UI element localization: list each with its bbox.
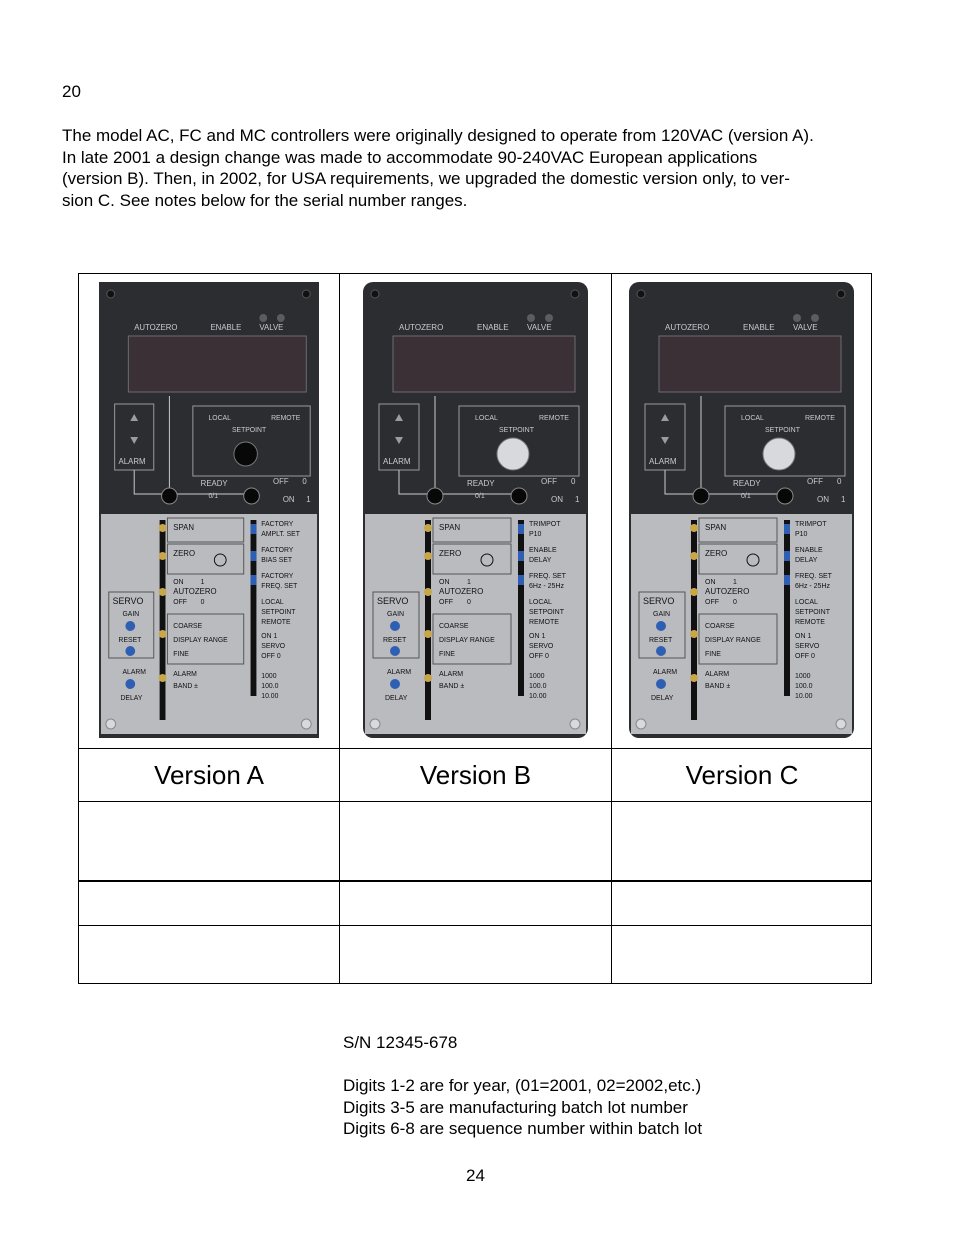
row-divider — [79, 925, 871, 926]
right-column-label: ENABLE — [529, 547, 557, 554]
ready-switch — [162, 488, 178, 504]
right-column-label: BIAS SET — [261, 556, 293, 565]
alarm-label: ALARM — [649, 457, 677, 466]
local-label: LOCAL — [741, 415, 764, 422]
right-column-label: 10.00 — [261, 692, 279, 701]
trimpot — [424, 524, 432, 532]
trimpot — [159, 630, 167, 638]
gain-knob — [656, 621, 666, 631]
intro-line: (version B). Then, in 2002, for USA requirements, we upgraded the domestic version only, to ver- — [62, 169, 790, 188]
right-column-label: TRIMPOT — [795, 521, 827, 528]
right-column-label: OFF 0 — [529, 653, 549, 660]
right-column-label: 100.0 — [529, 683, 547, 690]
right-column-label: SERVO — [529, 643, 554, 650]
trimpot — [159, 674, 167, 682]
trimpot — [424, 552, 432, 560]
on-label: ON — [817, 495, 829, 504]
screw — [836, 719, 846, 729]
right-column-label: DELAY — [795, 557, 818, 564]
switch-strip — [425, 520, 431, 720]
off-label: OFF — [273, 476, 289, 487]
intro-line: In late 2001 a design change was made to accommodate 90-240VAC European applications — [62, 147, 758, 167]
dip-switch — [251, 551, 257, 561]
screw — [570, 719, 580, 729]
coarse-label: COARSE — [439, 623, 469, 630]
right-column-label: FREQ. SET — [795, 573, 832, 580]
right-column-label: 1000 — [795, 673, 811, 680]
right-column-label: 100.0 — [795, 683, 813, 690]
dip-switch — [518, 551, 524, 561]
enable-label: ENABLE — [743, 323, 775, 332]
alarm-delay-label: ALARM — [122, 668, 146, 677]
screw — [371, 290, 379, 298]
intro-line: sion C. See notes below for the serial number ranges. — [62, 190, 468, 210]
autozero-zero: 0 — [467, 599, 471, 606]
fine-label: FINE — [439, 651, 455, 658]
band-label: BAND ± — [705, 683, 731, 690]
trimpot — [690, 674, 698, 682]
right-column-label: TRIMPOT — [529, 521, 561, 528]
span-label: SPAN — [173, 522, 195, 533]
coarse-label: COARSE — [705, 623, 735, 630]
dip-switch — [251, 575, 257, 585]
screw — [571, 290, 579, 298]
autozero-zero: 0 — [733, 599, 737, 606]
setpoint-knob — [497, 438, 529, 470]
screw — [107, 290, 115, 298]
trimpot — [690, 524, 698, 532]
off-value: 0 — [302, 476, 307, 487]
local-label: LOCAL — [475, 415, 498, 422]
column-divider — [611, 274, 612, 983]
gain-knob — [125, 621, 135, 631]
servo-label: SERVO — [643, 596, 675, 606]
display-range-label: DISPLAY RANGE — [705, 637, 761, 644]
zero-label: ZERO — [439, 549, 462, 558]
right-column-label: FREQ. SET — [529, 573, 566, 580]
delay-label: DELAY — [651, 695, 674, 702]
autozero-switch-label: AUTOZERO — [173, 586, 217, 597]
trimpot — [424, 674, 432, 682]
autozero-on: ON — [439, 579, 450, 586]
autozero-one: 1 — [733, 579, 737, 586]
autozero-label: AUTOZERO — [399, 323, 444, 332]
alarm-band-label: ALARM — [439, 671, 464, 678]
coarse-label: COARSE — [173, 622, 203, 631]
right-column-label: P10 — [529, 531, 542, 538]
screw — [302, 290, 310, 298]
band-label: BAND ± — [173, 682, 198, 691]
alarm-band-label: ALARM — [173, 670, 197, 679]
enable-label: ENABLE — [477, 323, 509, 332]
autozero-one: 1 — [200, 578, 205, 587]
display-range-label: DISPLAY RANGE — [439, 637, 495, 644]
controller-panel-illustration — [363, 274, 588, 748]
trimpot — [159, 588, 167, 596]
trimpot — [690, 552, 698, 560]
reset-knob — [125, 646, 135, 656]
reset-label: RESET — [649, 637, 673, 644]
version-c-label: Version C — [685, 759, 799, 790]
dip-switch — [784, 551, 790, 561]
enable-label: ENABLE — [210, 322, 242, 333]
serial-number-notes — [343, 1032, 702, 1140]
setpoint-knob — [763, 438, 795, 470]
on-value: 1 — [575, 495, 580, 504]
serial-example: S/N 12345-678 — [343, 1033, 458, 1052]
right-column-label: ON 1 — [795, 633, 812, 640]
switch-strip — [251, 520, 257, 696]
right-column-label: OFF 0 — [795, 653, 815, 660]
servo-label: SERVO — [112, 595, 144, 607]
band-label: BAND ± — [439, 683, 465, 690]
right-column-label: DELAY — [529, 557, 552, 564]
right-column-label: ON 1 — [529, 633, 546, 640]
right-column-label: 10.00 — [795, 693, 813, 700]
setpoint-label: SETPOINT — [231, 426, 267, 435]
delay-knob — [125, 679, 135, 689]
trimpot — [690, 588, 698, 596]
on-value: 1 — [841, 495, 846, 504]
intro-paragraph — [62, 125, 902, 211]
switch-strip — [518, 520, 524, 696]
setpoint-label: SETPOINT — [765, 427, 801, 434]
zero-one-label: 0/1 — [741, 493, 751, 500]
autozero-off: OFF — [705, 599, 719, 606]
page-number-top: 20 — [62, 82, 81, 101]
power-switch — [244, 488, 260, 504]
indicator-led — [793, 314, 801, 322]
setpoint-label: SETPOINT — [499, 427, 535, 434]
autozero-one: 1 — [467, 579, 471, 586]
power-switch — [511, 488, 527, 504]
right-column-label: LOCAL — [261, 598, 284, 607]
autozero-zero: 0 — [200, 598, 205, 607]
ready-label: READY — [200, 478, 228, 489]
version-a-label: Version A — [154, 759, 264, 790]
indicator-led — [277, 314, 285, 322]
dip-switch — [251, 524, 257, 534]
on-label: ON — [551, 495, 563, 504]
autozero-on: ON — [705, 579, 716, 586]
row-divider — [79, 801, 871, 802]
reset-knob — [656, 646, 666, 656]
ready-switch — [693, 488, 709, 504]
ready-switch — [427, 488, 443, 504]
autozero-label: AUTOZERO — [665, 323, 710, 332]
right-column-label: SERVO — [795, 643, 820, 650]
right-column-label: 100.0 — [261, 682, 279, 691]
trimpot — [424, 630, 432, 638]
local-label: LOCAL — [208, 414, 231, 423]
right-column-label: ENABLE — [795, 547, 823, 554]
display-range-label: DISPLAY RANGE — [173, 636, 228, 645]
valve-label: VALVE — [259, 322, 284, 333]
remote-label: REMOTE — [271, 414, 301, 423]
zero-one-label: 0/1 — [475, 493, 485, 500]
gain-knob — [390, 621, 400, 631]
autozero-off: OFF — [439, 599, 453, 606]
on-value: 1 — [306, 494, 311, 505]
valve-label: VALVE — [527, 323, 552, 332]
remote-label: REMOTE — [805, 415, 835, 422]
right-column-label: 1000 — [261, 672, 277, 681]
fine-label: FINE — [705, 651, 721, 658]
right-column-label: REMOTE — [529, 619, 559, 626]
gain-label: GAIN — [387, 611, 405, 618]
delay-knob — [656, 679, 666, 689]
on-label: ON — [282, 494, 295, 505]
panel-cell-c — [629, 274, 854, 748]
right-column-label: FREQ. SET — [261, 582, 298, 591]
row-divider — [79, 880, 871, 882]
serial-note: Digits 6-8 are sequence number within batch lot — [343, 1119, 703, 1138]
switch-strip — [691, 520, 697, 720]
autozero-switch-label: AUTOZERO — [439, 587, 484, 596]
display-window — [659, 336, 841, 392]
right-column-label: LOCAL — [795, 599, 818, 606]
right-column-label: LOCAL — [529, 599, 552, 606]
right-column-label: 6Hz - 25Hz — [795, 583, 831, 590]
off-value: 0 — [837, 477, 842, 486]
alarm-delay-label: ALARM — [653, 669, 678, 676]
right-column-label: FACTORY — [261, 572, 294, 581]
delay-label: DELAY — [385, 695, 408, 702]
switch-strip — [160, 520, 166, 720]
gain-label: GAIN — [122, 610, 140, 619]
autozero-off: OFF — [173, 598, 187, 607]
zero-one-label: 0/1 — [208, 492, 219, 501]
gain-label: GAIN — [653, 611, 671, 618]
right-column-label: ON 1 — [261, 632, 278, 641]
off-value: 0 — [571, 477, 576, 486]
trimpot — [159, 524, 167, 532]
alarm-label: ALARM — [383, 457, 411, 466]
valve-label: VALVE — [793, 323, 818, 332]
serial-note: Digits 3-5 are manufacturing batch lot number — [343, 1097, 688, 1117]
trimpot — [159, 552, 167, 560]
dip-switch — [784, 524, 790, 534]
screw — [301, 719, 311, 729]
trimpot — [690, 630, 698, 638]
fine-label: FINE — [173, 650, 189, 659]
delay-knob — [390, 679, 400, 689]
reset-knob — [390, 646, 400, 656]
panel-cell-a — [99, 274, 319, 748]
reset-label: RESET — [383, 637, 407, 644]
setpoint-knob-hole — [234, 442, 257, 466]
right-column-label: AMPLT. SET — [261, 530, 300, 539]
display-window — [128, 336, 306, 392]
remote-label: REMOTE — [539, 415, 569, 422]
zero-label: ZERO — [173, 548, 196, 559]
dip-switch — [784, 575, 790, 585]
screw — [106, 719, 116, 729]
indicator-led — [259, 314, 267, 322]
controller-panel-illustration — [629, 274, 854, 748]
screw — [837, 290, 845, 298]
reset-label: RESET — [118, 636, 142, 645]
versions-table — [78, 273, 872, 984]
servo-label: SERVO — [377, 596, 409, 606]
span-label: SPAN — [439, 523, 461, 532]
right-column-label: 6Hz - 25Hz — [529, 583, 565, 590]
right-column-label: SETPOINT — [261, 608, 296, 617]
autozero-label: AUTOZERO — [134, 322, 178, 333]
switch-strip — [784, 520, 790, 696]
indicator-led — [545, 314, 553, 322]
panel-cell-b — [363, 274, 588, 748]
right-column-label: 10.00 — [529, 693, 547, 700]
delay-label: DELAY — [120, 694, 143, 703]
right-column-label: OFF 0 — [261, 652, 281, 661]
intro-line: The model AC, FC and MC controllers were originally designed to operate from 120VAC (version A). — [62, 126, 814, 145]
power-switch — [777, 488, 793, 504]
right-column-label: FACTORY — [261, 520, 294, 529]
dip-switch — [518, 575, 524, 585]
right-column-label: REMOTE — [261, 618, 291, 627]
indicator-led — [811, 314, 819, 322]
screw — [636, 719, 646, 729]
controller-panel-illustration — [99, 274, 319, 748]
trimpot — [424, 588, 432, 596]
alarm-band-label: ALARM — [705, 671, 730, 678]
ready-label: READY — [733, 479, 761, 488]
serial-note: Digits 1-2 are for year, (01=2001, 02=2002,etc.) — [343, 1076, 702, 1095]
right-column-label: 1000 — [529, 673, 545, 680]
screw — [370, 719, 380, 729]
column-divider — [339, 274, 340, 983]
alarm-label: ALARM — [118, 456, 146, 467]
indicator-led — [527, 314, 535, 322]
autozero-switch-label: AUTOZERO — [705, 587, 750, 596]
off-label: OFF — [807, 477, 823, 486]
dip-switch — [518, 524, 524, 534]
right-column-label: SERVO — [261, 642, 286, 651]
zero-label: ZERO — [705, 549, 728, 558]
page-number-bottom: 24 — [466, 1166, 485, 1185]
off-label: OFF — [541, 477, 557, 486]
span-label: SPAN — [705, 523, 727, 532]
right-column-label: REMOTE — [795, 619, 825, 626]
alarm-delay-label: ALARM — [387, 669, 412, 676]
ready-label: READY — [467, 479, 495, 488]
right-column-label: FACTORY — [261, 546, 294, 555]
display-window — [393, 336, 575, 392]
right-column-label: P10 — [795, 531, 808, 538]
right-column-label: SETPOINT — [795, 609, 831, 616]
right-column-label: SETPOINT — [529, 609, 565, 616]
screw — [637, 290, 645, 298]
autozero-on: ON — [173, 578, 184, 587]
version-b-label: Version B — [419, 759, 532, 790]
